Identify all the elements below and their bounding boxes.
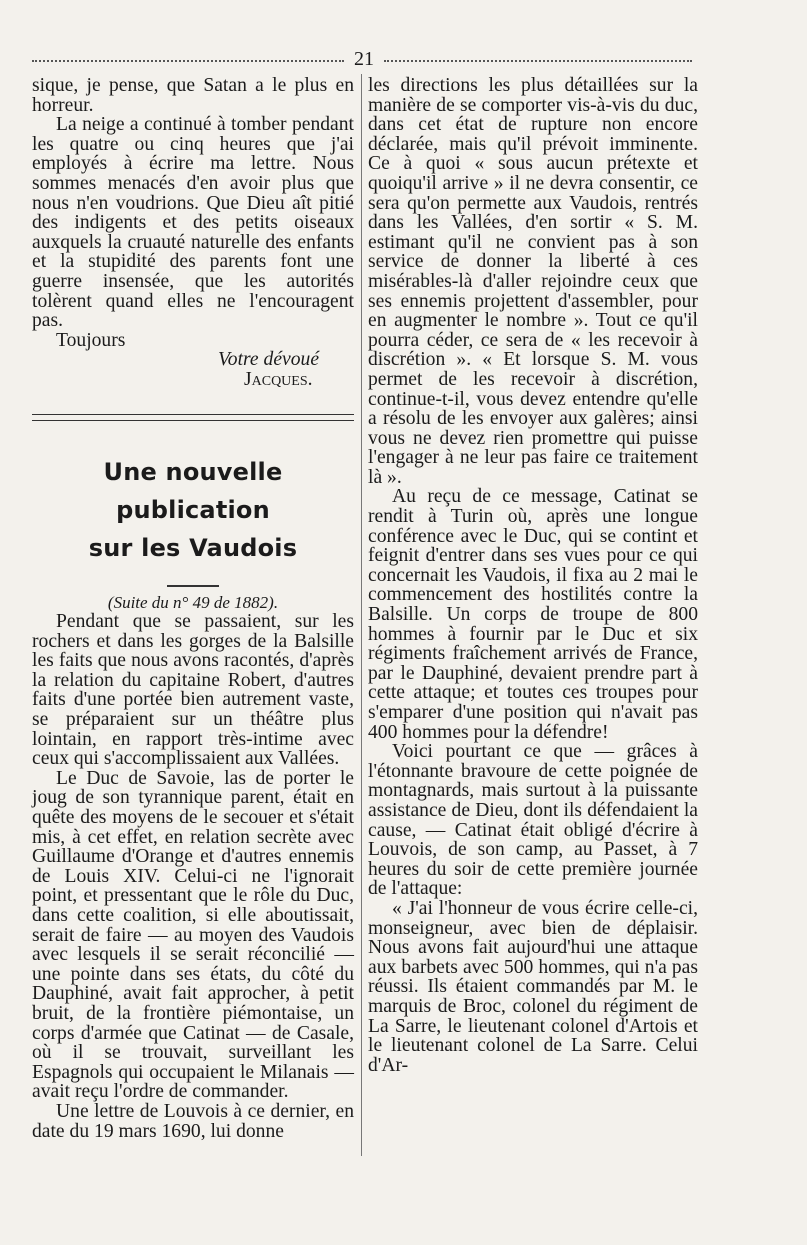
header-dotted-rule-right — [384, 60, 692, 62]
article-paragraph: Au reçu de ce message, Catinat se rendit à Turin où, après une longue conférence avec le Duc, qui se contint et feignit d'entrer dans ses vues pour ce qui concernait les Vaudois, il fixa au 2 mai le commencement des hostilités contre la Balsille. Un corps de troupe de 800 hommes à fournir par le Duc et six régiments fraîchement arrivés de France, par le Dauphiné, devaient prendre part à cette attaque; et toutes ces troupes pour s'emparer d'une position qui n'avait pas 400 hommes pour la défendre! — [368, 486, 698, 743]
page-header — [32, 46, 692, 72]
left-column — [32, 76, 354, 1141]
column-divider — [361, 74, 362, 1156]
article-paragraph: Pendant que se passaient, sur les rochers et dans les gorges de la Balsille les faits que nous avons racontés, d'après la relation du capitaine Robert, d'autres faits d'une portée bien autrement vaste, se préparaient sur un théâtre plus lointain, en rapport très-intime avec ceux qui s'accomplissaient aux Vallées. — [32, 611, 354, 770]
letter-paragraph: La neige a continué à tomber pendant les quatre ou cinq heures que j'ai employés à écrire ma lettre. Nous sommes menacés d'en avoir plus que nous n'en voudrions. Que Dieu aît pitié des indigents et des petits oiseaux auxquels la cruauté naturelle des enfants et la stupidité des parents font une guerre insensée, que les autorités tolèrent quand elles ne l'encouragent pas. — [32, 114, 354, 332]
article-paragraph-continued: les directions les plus détaillées sur la manière de se comporter vis-à-vis du duc, dans cet état de rupture non encore déclarée, mais qu'il prévoit imminente. Ce à quoi « sous aucun prétexte et quoiqu'il arrive » il ne devra consentir, ce sera qu'on permette aux Vaudois, rentrés dans les Vallées, d'en sortir « S. M. estimant qu'il ne convient pas à son service de donner la liberté à ces misérables-là d'aller rejoindre ceux que ses ennemis projettent d'assembler, pour en augmenter le nombre ». Tout ce qu'il pourra céder, ce sera de « les recevoir à discrétion ». « Et lorsque S. M. vous permet de les recevoir à discrétion, continue-t-il, vous devez entendre qu'elle a résolu de les envoyer aux galères; ainsi vous ne devez rien promettre qui puisse l'engager à ne leur pas faire ce traitement là ». — [368, 75, 698, 488]
article-title-line-2: sur les Vaudois — [88, 533, 298, 562]
header-dotted-rule-left — [32, 60, 344, 62]
title-dash — [167, 585, 219, 587]
article-paragraph: Voici pourtant ce que — grâces à l'étonnante bravoure de cette poignée de montagnards, mais surtout à la puissante assistance de Dieu, dont ils défendaient la cause, — Catinat était obligé d'écrire à Louvois, de son camp, au Passet, à 7 heures du soir de cette première journée de l'attaque: — [368, 741, 698, 900]
article-continuation-note: (Suite du n° 49 de 1882). — [107, 592, 279, 612]
article-separator — [32, 414, 354, 421]
article-paragraph: Le Duc de Savoie, las de porter le joug de son tyrannique parent, était en quête des moyens de le secouer et s'était mis, à cet effet, en relation secrète avec Guillaume d'Orange et d'autres ennemis de Louis XIV. Celui-ci ne l'ignorait point, et pressentant que le rôle du Duc, dans cette coalition, si elle aboutissait, serait de faire — au moyen des Vaudois avec lesquels il se serait réconcilié — une pointe dans ses états, du côté du Dauphiné, avait fait approcher, à petit bruit, de la frontière piémontaise, un corps d'armée que Catinat — de Casale, où il se trouvait, surveillant les Espagnols qui occupaient le Milanais — avait reçu l'ordre de commander. — [32, 767, 354, 1103]
page-number: 21 — [354, 48, 374, 70]
letter-closing: Toujours — [56, 329, 126, 351]
article-quote-paragraph: « J'ai l'honneur de vous écrire celle-ci, monseigneur, avec bien de déplaisir. Nous avons fait aujourd'hui une attaque aux barbets avec 500 hommes, qui n'a pas réussi. Ils étaient commandés par M. le marquis de Broc, colonel du régiment de La Sarre, le lieutenant colonel d'Artois et le lieutenant colonel de La Sarre. Celui d'Ar- — [368, 897, 698, 1076]
letter-signature: Jacques. — [244, 368, 313, 390]
article-title-line-1: Une nouvelle publication — [103, 457, 283, 524]
article-paragraph: Une lettre de Louvois à ce dernier, en date du 19 mars 1690, lui donne — [32, 1100, 354, 1142]
letter-salutation: Votre dévoué — [218, 349, 320, 371]
letter-paragraph-continued: sique, je pense, que Satan a le plus en horreur. — [32, 75, 354, 116]
right-column — [368, 76, 698, 1075]
